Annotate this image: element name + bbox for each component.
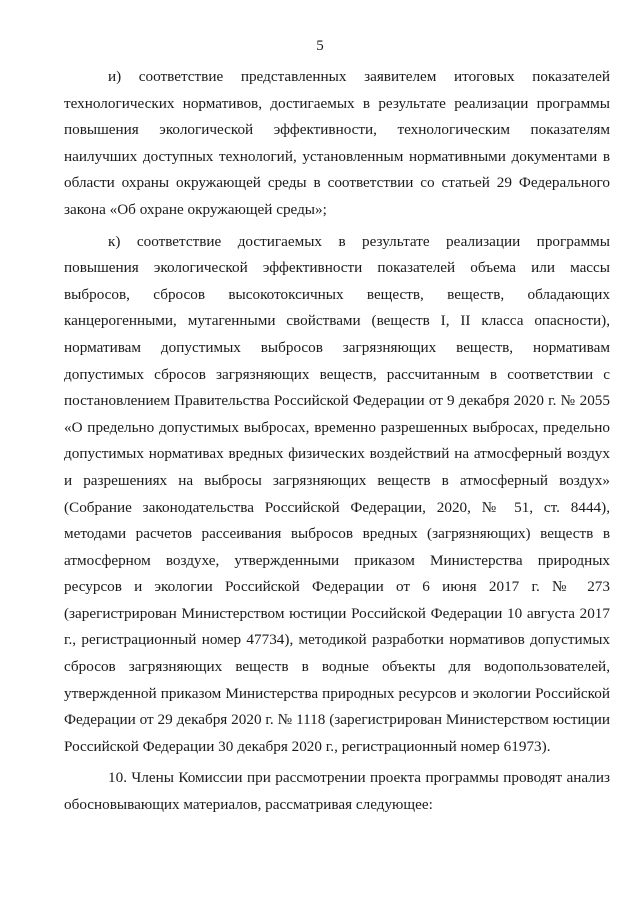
paragraph-item-k: к) соответствие достигаемых в результате реализации программы повышения экологической эффективности показателей объема или массы выбросов, сбросов высокотоксичных веществ, веществ, обладающих канцерогенными, мутагенными свойствами (веществ I, II класса опасности), нормативам допустимых выбросов загрязняющих веществ, нормативам допустимых сбросов загрязняющих веществ, рассчитанным в соответствии с постановлением Правительства Российской Федерации от 9 декабря 2020 г. № 2055 «О предельно допустимых выбросах, временно разрешенных выбросах, предельно допустимых нормативах вредных физических воздействий на атмосферный воздух и разрешениях на выбросы загрязняющих веществ в атмосферный воздух» (Собрание законодательства Российской Федерации, 2020, № 51, ст. 8444), методами расчетов рассеивания выбросов вредных (загрязняющих) веществ в атмосферном воздухе, утвержденными приказом Министерства природных ресурсов и экологии Российской Федерации от 6 июня 2017 г. № 273 (зарегистрирован Министерством юстиции Российской Федерации 10 августа 2017 г., регистрационный номер 47734), методикой разработки нормативов допустимых сбросов загрязняющих веществ в водные объекты для водопользователей, утвержденной приказом Министерства природных ресурсов и экологии Российской Федерации от 29 декабря 2020 г. № 1118 (зарегистрирован Министерством юстиции Российской Федерации 30 декабря 2020 г., регистрационный номер 61973).: [64, 232, 610, 755]
page-number: 5: [316, 38, 324, 54]
document-body: [64, 64, 610, 819]
paragraph-clause-10: 10. Члены Комиссии при рассмотрении проекта программы проводят анализ обосновывающих материалов, рассматривая следующее:: [64, 769, 610, 814]
paragraph-item-i: и) соответствие представленных заявителем итоговых показателей технологических нормативов, достигаемых в результате реализации программы повышения экологической эффективности, технологическим показателям наилучших доступных технологий, установленным нормативными документами в области охраны окружающей среды в соответствии со статьей 29 Федерального закона «Об охране окружающей среды»;: [64, 68, 610, 218]
